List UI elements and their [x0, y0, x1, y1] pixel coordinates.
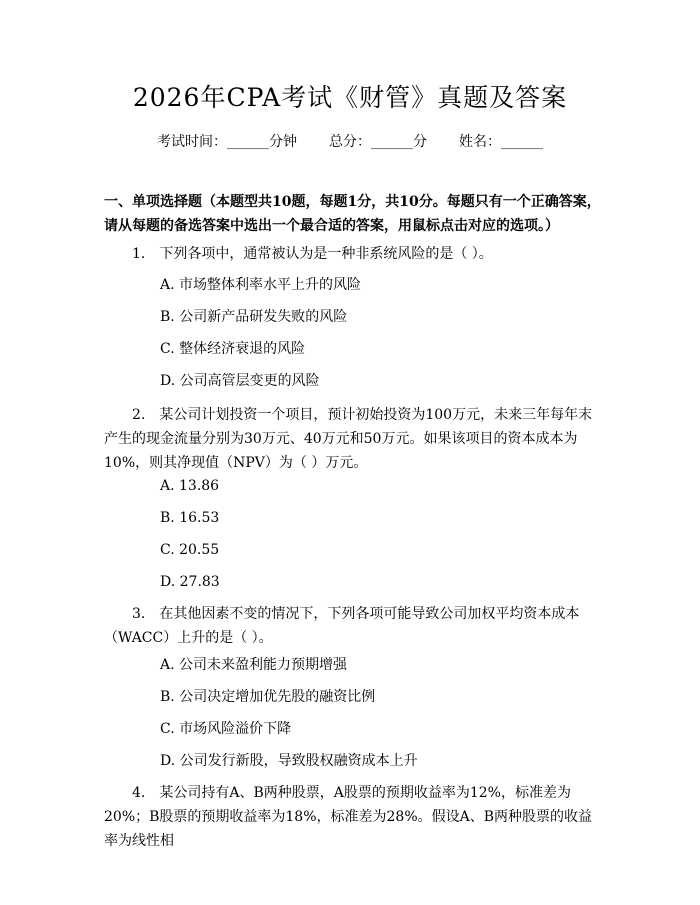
question-2-option-c[interactable]: C. 20.55: [160, 542, 220, 558]
exam-name: 姓名：______: [459, 134, 543, 150]
question-3-option-c[interactable]: C. 市场风险溢价下降: [160, 721, 292, 737]
question-1-option-b[interactable]: B. 公司新产品研发失败的风险: [160, 309, 348, 325]
question-3-option-d[interactable]: D. 公司发行新股，导致股权融资成本上升: [160, 753, 418, 769]
question-2-option-a[interactable]: A. 13.86: [160, 478, 220, 494]
question-1-option-c[interactable]: C. 整体经济衰退的风险: [160, 341, 306, 357]
question-2-option-d[interactable]: D. 27.83: [160, 574, 220, 590]
question-1-option-a[interactable]: A. 市场整体利率水平上升的风险: [160, 277, 362, 293]
question-4-stem: 4. 某公司持有A、B两种股票，A股票的预期收益率为12%，标准差为20%；B股票的预期收益率为18%，标准差为28%。假设A、B两种股票的收益率为线性相: [104, 785, 593, 849]
exam-time: 考试时间：______分钟: [157, 134, 297, 150]
question-3-stem: 3. 在其他因素不变的情况下，下列各项可能导致公司加权平均资本成本（WACC）上升的是（ ）。: [104, 606, 580, 646]
question-1-stem: 1. 下列各项中，通常被认为是一种非系统风险的是（ ）。: [132, 246, 493, 262]
question-3-option-a[interactable]: A. 公司未来盈利能力预期增强: [160, 657, 348, 673]
question-1-option-d[interactable]: D. 公司高管层变更的风险: [160, 373, 320, 389]
question-2-option-b[interactable]: B. 16.53: [160, 510, 220, 526]
section-heading: 一、单项选择题（本题型共10题，每题1分，共10分。每题只有一个正确答案，请从每题的备选答案中选出一个最合适的答案，用鼠标点击对应的选项。）: [104, 194, 601, 234]
question-2-stem: 2. 某公司计划投资一个项目，预计初始投资为100万元，未来三年每年末产生的现金流量分别为30万元、40万元和50万元。如果该项目的资本成本为10%，则其净现值（NPV）为（ ）万元。: [104, 407, 593, 471]
page-title: 2026年CPA考试《财管》真题及答案: [132, 83, 568, 112]
exam-meta: [0, 131, 700, 151]
question-3-option-b[interactable]: B. 公司决定增加优先股的融资比例: [160, 689, 376, 705]
exam-score: 总分：______分: [329, 134, 427, 150]
